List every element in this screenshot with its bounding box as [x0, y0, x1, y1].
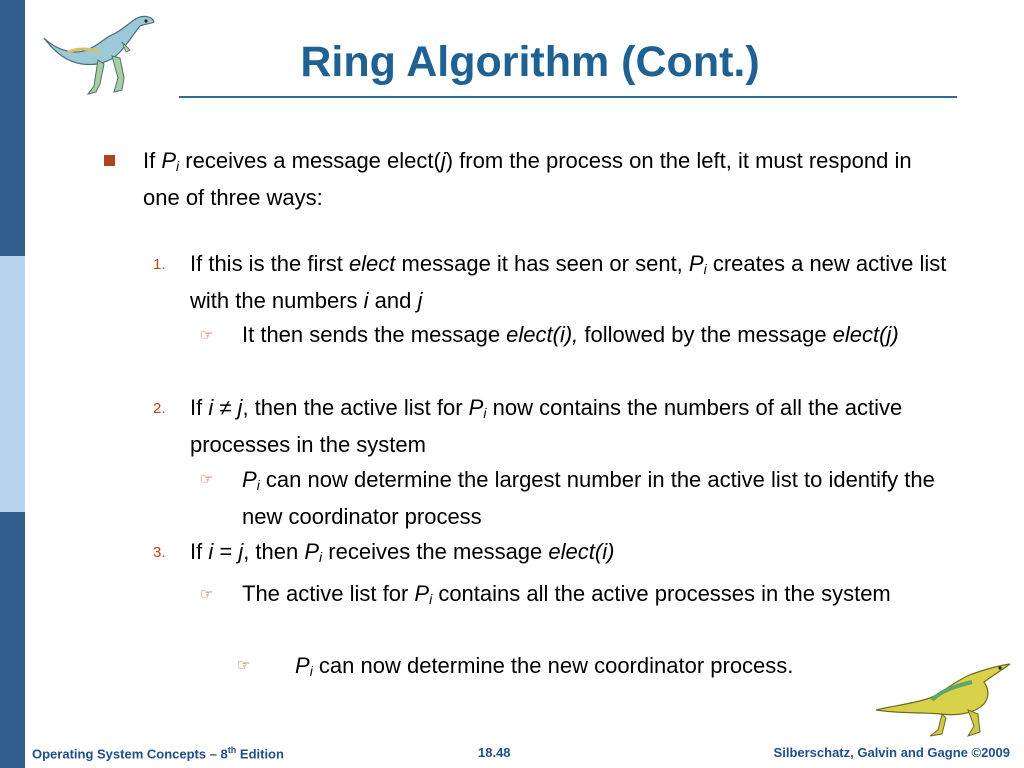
- square-bullet-icon: [104, 155, 115, 166]
- footer-slide-number: 18.48: [478, 745, 511, 760]
- list-number-2: 2.: [153, 400, 166, 417]
- pointing-hand-icon: ☞: [237, 657, 251, 674]
- list-item-2: If i ≠ j, then the active list for $P_i$ now contains the numbers of all the active processes in the system: [190, 395, 903, 457]
- list-number-3: 3.: [153, 544, 166, 561]
- pointing-hand-icon: ☞: [200, 327, 214, 344]
- pointing-hand-icon: ☞: [200, 586, 214, 603]
- list-number-1: 1.: [153, 256, 166, 273]
- sidebar-band-bottom: [0, 512, 25, 768]
- slide-title: Ring Algorithm (Cont.): [300, 38, 760, 86]
- title-underline: [179, 96, 957, 98]
- list-item-3: If i = j, then $P_i$ receives the message elect(i): [190, 539, 615, 565]
- list-item-2-sub: $P_i$ can now determine the largest number in the active list to identify the new coordinator process: [242, 467, 935, 529]
- list-item-3-subsub: $P_i$ can now determine the new coordinator process.: [295, 653, 794, 679]
- list-item-1-sub: It then sends the message elect(i), followed by the message elect(j): [242, 322, 899, 347]
- list-item-1: If this is the first elect message it has seen or sent, $P_i$ creates a new active list with the numbers i and j: [190, 251, 947, 313]
- sidebar-band-middle: [0, 256, 25, 512]
- dinosaur-logo-bottom: [872, 660, 1022, 738]
- intro-paragraph: If $P_i$ receives a message elect(j) from the process on the left, it must respond in one of three ways:: [143, 148, 912, 210]
- footer-book-title: Operating System Concepts – 8th Edition: [32, 745, 284, 762]
- pointing-hand-icon: ☞: [200, 471, 214, 488]
- sidebar-strip: [0, 0, 25, 768]
- footer-authors: Silberschatz, Galvin and Gagne ©2009: [773, 745, 1010, 760]
- list-item-3-sub: The active list for $P_i$ contains all the active processes in the system: [242, 581, 891, 607]
